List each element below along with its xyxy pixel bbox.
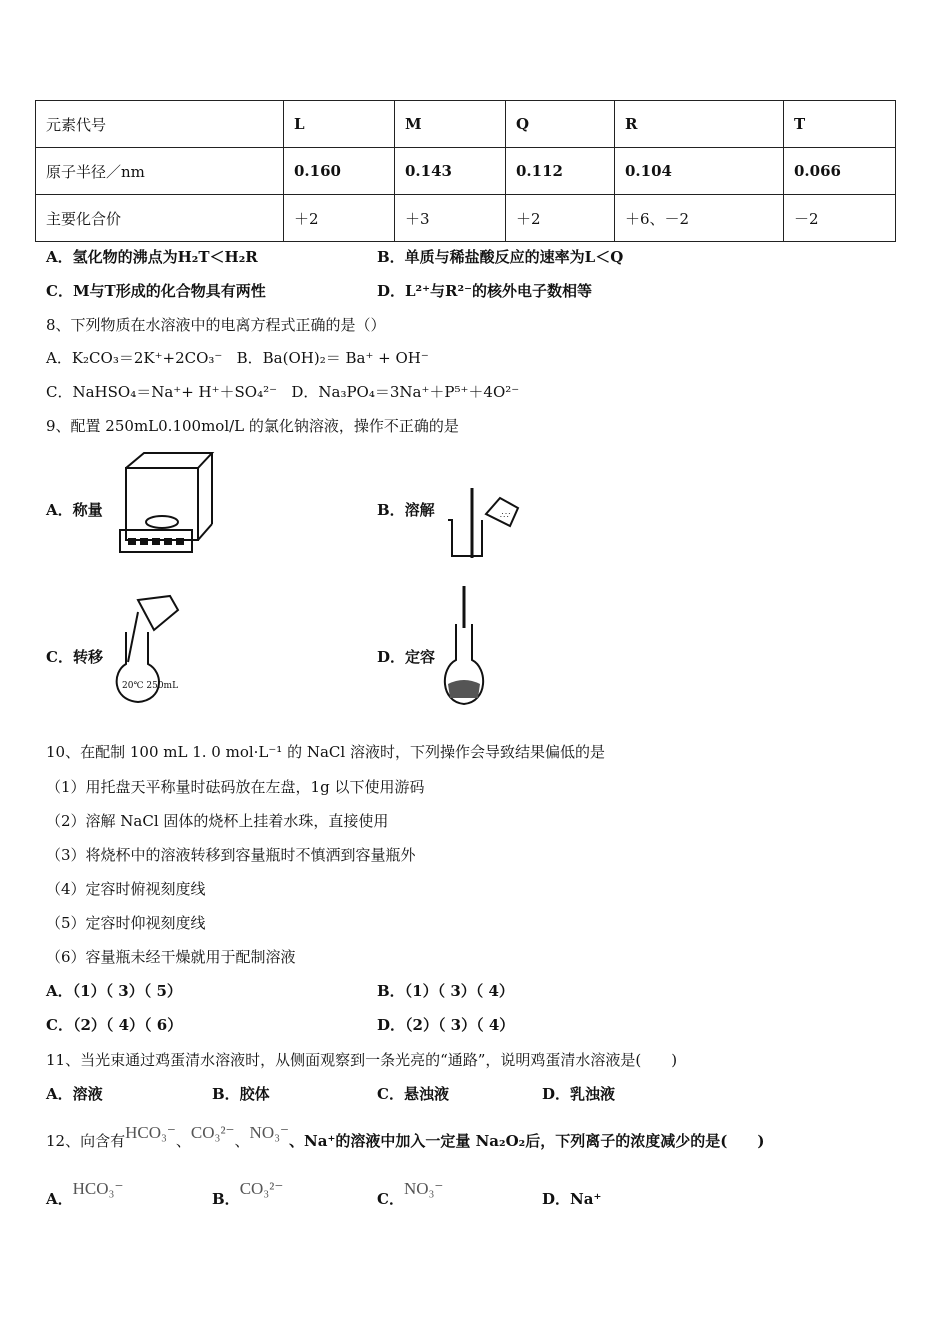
q9-option-b: B．溶解 xyxy=(377,501,435,519)
q11-option-d: D．乳浊液 xyxy=(542,1085,616,1103)
flask-label: 20℃ 250mL xyxy=(122,681,179,691)
table-cell: 0.066 xyxy=(784,148,896,195)
option-label: A． xyxy=(46,1190,73,1208)
ion-bicarbonate: HCO₃⁻ xyxy=(125,1123,176,1142)
element-table xyxy=(35,100,896,242)
q10-item: （2）溶解 NaCl 固体的烧杯上挂着水珠，直接使用 xyxy=(46,812,389,830)
table-cell: R xyxy=(615,101,784,148)
q9-option-c: C．转移 xyxy=(46,648,103,666)
table-cell: ＋6、－2 xyxy=(615,195,784,242)
balance-illustration xyxy=(112,450,218,558)
q8-options-cd: C．NaHSO₄＝Na⁺+ H⁺＋SO₄²⁻ D．Na₃PO₄＝3Na⁺＋P⁵⁺＋4O²⁻ xyxy=(46,383,520,401)
beaker-dissolve-illustration xyxy=(442,484,524,562)
volumetric-flask-transfer-illustration xyxy=(108,592,188,710)
q11-option-c: C．悬浊液 xyxy=(377,1085,449,1103)
q12-option-c xyxy=(377,1179,444,1209)
table-row xyxy=(36,148,896,195)
table-cell: ＋2 xyxy=(284,195,395,242)
option-label: C． xyxy=(377,1190,404,1208)
table-cell: ＋3 xyxy=(395,195,506,242)
q10-item: （1）用托盘天平称量时砝码放在左盘，1g 以下使用游码 xyxy=(46,778,425,796)
ion-bicarbonate: HCO₃⁻ xyxy=(72,1179,124,1198)
q12-option-a xyxy=(46,1179,124,1209)
q10-item: （6）容量瓶未经干燥就用于配制溶液 xyxy=(46,948,296,966)
table-cell: 原子半径／nm xyxy=(36,148,284,195)
q12-stem xyxy=(46,1123,765,1151)
separator: 、 xyxy=(234,1132,250,1150)
table-cell: 主要化合价 xyxy=(36,195,284,242)
q10-item: （4）定容时俯视刻度线 xyxy=(46,880,206,898)
table-cell: 0.112 xyxy=(506,148,615,195)
table-cell: Q xyxy=(506,101,615,148)
ion-carbonate: CO₃²⁻ xyxy=(239,1179,284,1198)
q10-item: （5）定容时仰视刻度线 xyxy=(46,914,206,932)
q10-item: （3）将烧杯中的溶液转移到容量瓶时不慎洒到容量瓶外 xyxy=(46,846,416,864)
q11-option-b: B．胶体 xyxy=(212,1085,270,1103)
table-cell: 0.143 xyxy=(395,148,506,195)
table-cell: L xyxy=(284,101,395,148)
q11-option-a: A．溶液 xyxy=(46,1085,103,1103)
q12-option-b xyxy=(212,1179,284,1209)
table-cell: －2 xyxy=(784,195,896,242)
q12-option-d: D．Na⁺ xyxy=(542,1190,602,1208)
q10-option-b: B．（1）（ 3）（ 4） xyxy=(377,982,514,1000)
q9-stem: 9、配置 250mL0.100mol/L 的氯化钠溶液，操作不正确的是 xyxy=(46,417,459,435)
table-cell: M xyxy=(395,101,506,148)
q7-option-a: A．氢化物的沸点为H₂T＜H₂R xyxy=(46,248,258,266)
table-row xyxy=(36,195,896,242)
q12-stem-prefix: 12、向含有 xyxy=(46,1132,126,1150)
q10-option-a: A．（1）（ 3）（ 5） xyxy=(46,982,182,1000)
volumetric-flask-fill-illustration xyxy=(440,584,490,710)
q7-option-b: B．单质与稀盐酸反应的速率为L＜Q xyxy=(377,248,624,266)
separator: 、 xyxy=(175,1132,191,1150)
q8-options-ab: A．K₂CO₃＝2K⁺+2CO₃⁻ B．Ba(OH)₂＝ Ba⁺ + OH⁻ xyxy=(46,349,429,367)
svg-text:∴∵: ∴∵ xyxy=(500,511,511,520)
option-label: B． xyxy=(212,1190,240,1208)
table-row xyxy=(36,101,896,148)
q7-option-c: C．M与T形成的化合物具有两性 xyxy=(46,282,266,300)
table-cell: 0.160 xyxy=(284,148,395,195)
ion-nitrate: NO₃⁻ xyxy=(403,1179,444,1198)
table-cell: ＋2 xyxy=(506,195,615,242)
q10-option-d: D．（2）（ 3）（ 4） xyxy=(377,1016,515,1034)
ion-carbonate: CO₃²⁻ xyxy=(190,1123,235,1142)
table-cell: 0.104 xyxy=(615,148,784,195)
q9-option-d: D．定容 xyxy=(377,648,436,666)
q8-stem: 8、下列物质在水溶液中的电离方程式正确的是（） xyxy=(46,316,386,334)
q9-option-a: A．称量 xyxy=(46,501,103,519)
table-cell: 元素代号 xyxy=(36,101,284,148)
q7-option-d: D．L²⁺与R²⁻的核外电子数相等 xyxy=(377,282,592,300)
q11-stem: 11、当光束通过鸡蛋清水溶液时，从侧面观察到一条光亮的“通路”，说明鸡蛋清水溶液是( ) xyxy=(46,1051,678,1069)
q10-stem: 10、在配制 100 mL 1. 0 mol·L⁻¹ 的 NaCl 溶液时，下列操作会导致结果偏低的是 xyxy=(46,743,605,761)
q10-option-c: C．（2）（ 4）（ 6） xyxy=(46,1016,183,1034)
table-cell: T xyxy=(784,101,896,148)
ion-nitrate: NO₃⁻ xyxy=(249,1123,290,1142)
q12-stem-suffix: 、Na⁺的溶液中加入一定量 Na₂O₂后，下列离子的浓度减少的是( ) xyxy=(289,1132,765,1150)
